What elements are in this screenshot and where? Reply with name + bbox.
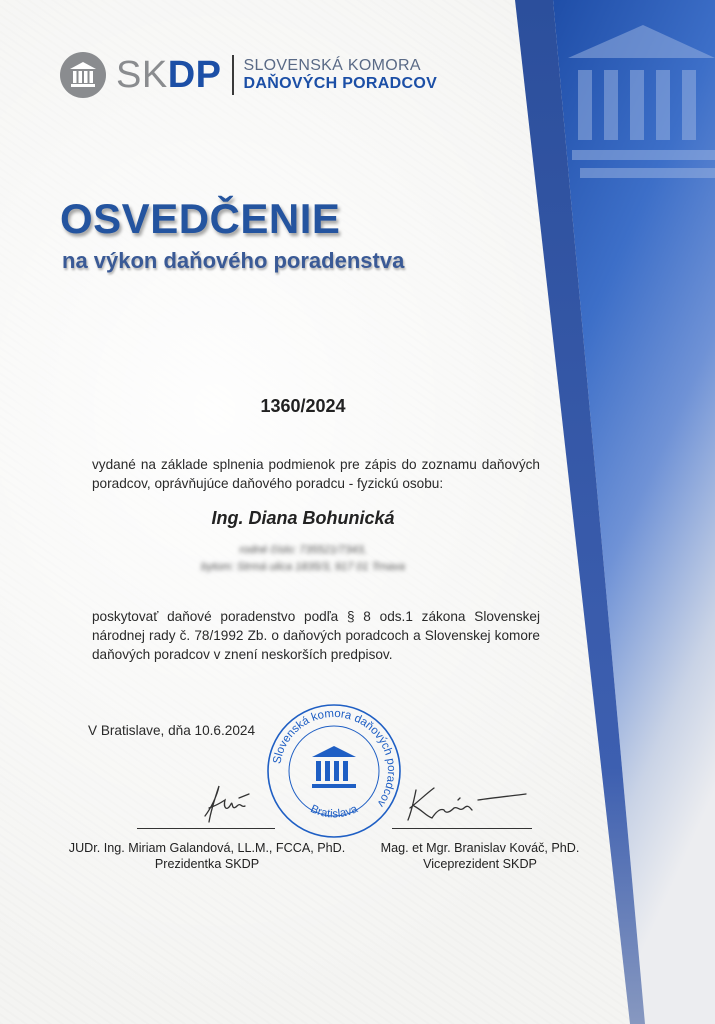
signatory-vicepresident xyxy=(330,840,630,872)
organization-name: SLOVENSKÁ KOMORA DAŇOVÝCH PORADCOV xyxy=(243,56,438,92)
signatory-name: Mag. et Mgr. Branislav Kováč, PhD. xyxy=(380,841,580,855)
signatory-role: Viceprezident SKDP xyxy=(423,857,537,871)
signatory-role: Prezidentka SKDP xyxy=(154,857,260,871)
holder-name: Ing. Diana Bohunická xyxy=(211,508,395,528)
stamp-ring-text: Slovenská komora daňových poradcov xyxy=(271,707,398,809)
place-and-date: V Bratislave, dňa 10.6.2024 xyxy=(88,723,256,738)
skdp-logo xyxy=(60,50,437,100)
signature-president xyxy=(197,778,257,828)
signature-line-left xyxy=(137,828,275,829)
certificate-title: OSVEDČENIE xyxy=(60,195,341,242)
redacted-birth-number: rodné číslo: 735521/7343, xyxy=(239,544,367,556)
signatory-president xyxy=(40,840,374,872)
signature-vicepresident xyxy=(400,778,530,828)
authorization-paragraph: poskytovať daňové poradenstvo podľa § 8 ods.1 zákona Slovenskej národnej rady č. 78/1992 Zb. o daňových poradcoch a Slovenskej komore daňových poradcov v znení neskorších predpisov. xyxy=(92,609,540,662)
intro-paragraph: vydané na základe splnenia podmienok pre zápis do zoznamu daňových poradcov, oprávňujúce daňového poradcu - fyzickú osobu: xyxy=(92,457,540,491)
stamp-building-icon xyxy=(312,746,356,788)
official-stamp xyxy=(264,701,404,841)
stamp-city: Bratislava xyxy=(308,803,360,821)
logo-abbreviation: SKDP xyxy=(116,54,222,96)
signatory-name: JUDr. Ing. Miriam Galandová, LL.M., FCCA, PhD. xyxy=(68,841,346,855)
signature-line-right xyxy=(392,828,532,829)
certificate-number: 1360/2024 xyxy=(260,396,346,416)
svg-text:Bratislava xyxy=(308,803,360,821)
building-logo-icon xyxy=(60,52,106,98)
logo-divider xyxy=(232,55,234,95)
certificate-subtitle: na výkon daňového poradenstva xyxy=(62,248,405,273)
redacted-address: bytom: Strmá ulica 1835/3, 917 01 Trnava xyxy=(200,561,405,573)
